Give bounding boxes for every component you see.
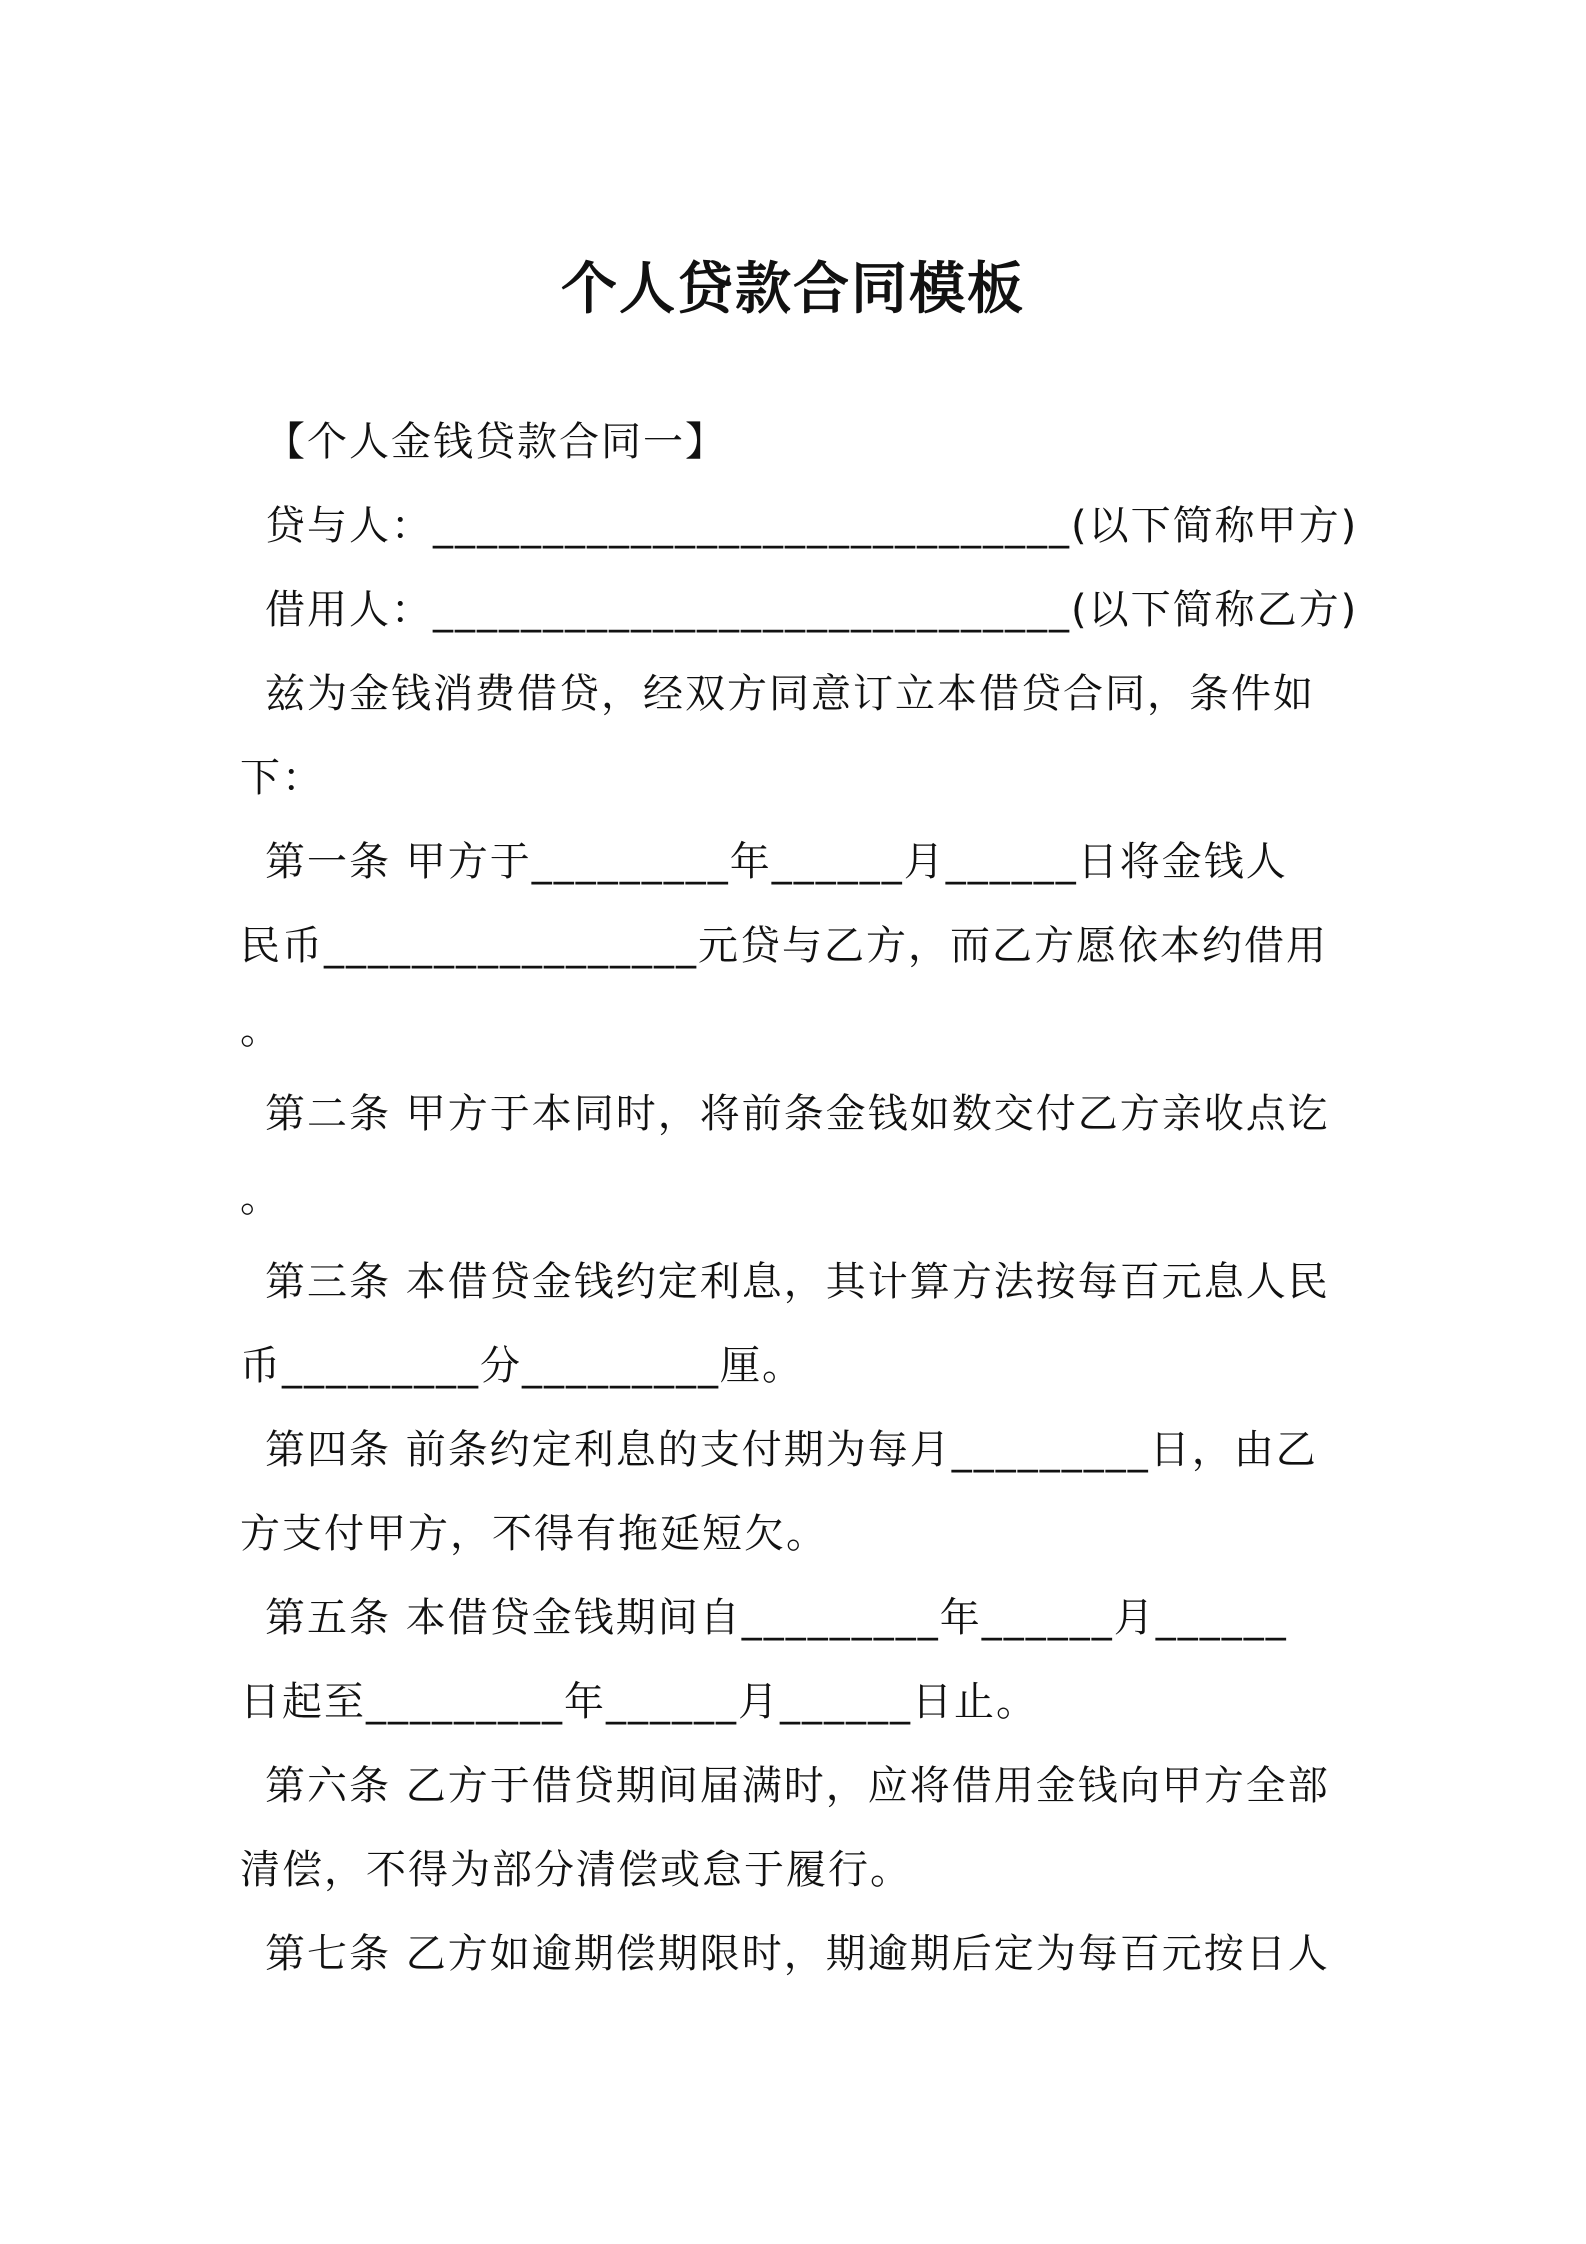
article-1-line: 。 (240, 1007, 282, 1053)
article-6-line: 清偿，不得为部分清偿或怠于履行。 (240, 1847, 912, 1893)
article-7-line: 第七条 乙方如逾期偿期限时，期逾期后定为每百元按日人 (265, 1931, 1330, 1977)
article-1-line: 民币_________________元贷与乙方，而乙方愿依本约借用 (240, 923, 1328, 969)
borrower-line: 借用人：_____________________________(以下简称乙方) (265, 587, 1359, 633)
article-2-line: 第二条 甲方于本同时，将前条金钱如数交付乙方亲收点讫 (265, 1091, 1330, 1137)
article-3-line: 币_________分_________厘。 (240, 1343, 804, 1389)
document-title: 个人贷款合同模板 (561, 257, 1025, 322)
article-4-line: 方支付甲方，不得有拖延短欠。 (240, 1511, 828, 1557)
article-5-line: 第五条 本借贷金钱期间自_________年______月______ (265, 1595, 1288, 1641)
article-2-line: 。 (240, 1175, 282, 1221)
section-heading: 【个人金钱贷款合同一】 (265, 419, 727, 465)
article-1-line: 第一条 甲方于_________年______月______日将金钱人 (265, 839, 1288, 885)
article-4-line: 第四条 前条约定利息的支付期为每月_________日，由乙 (265, 1427, 1318, 1473)
paragraph-line: 兹为金钱消费借贷，经双方同意订立本借贷合同，条件如 (265, 671, 1315, 717)
article-6-line: 第六条 乙方于借贷期间届满时，应将借用金钱向甲方全部 (265, 1763, 1330, 1809)
paragraph-line: 下： (240, 755, 324, 801)
lender-line: 贷与人：_____________________________(以下简称甲方) (265, 503, 1359, 549)
article-3-line: 第三条 本借贷金钱约定利息，其计算方法按每百元息人民 (265, 1259, 1330, 1305)
article-5-line: 日起至_________年______月______日止。 (240, 1679, 1038, 1725)
